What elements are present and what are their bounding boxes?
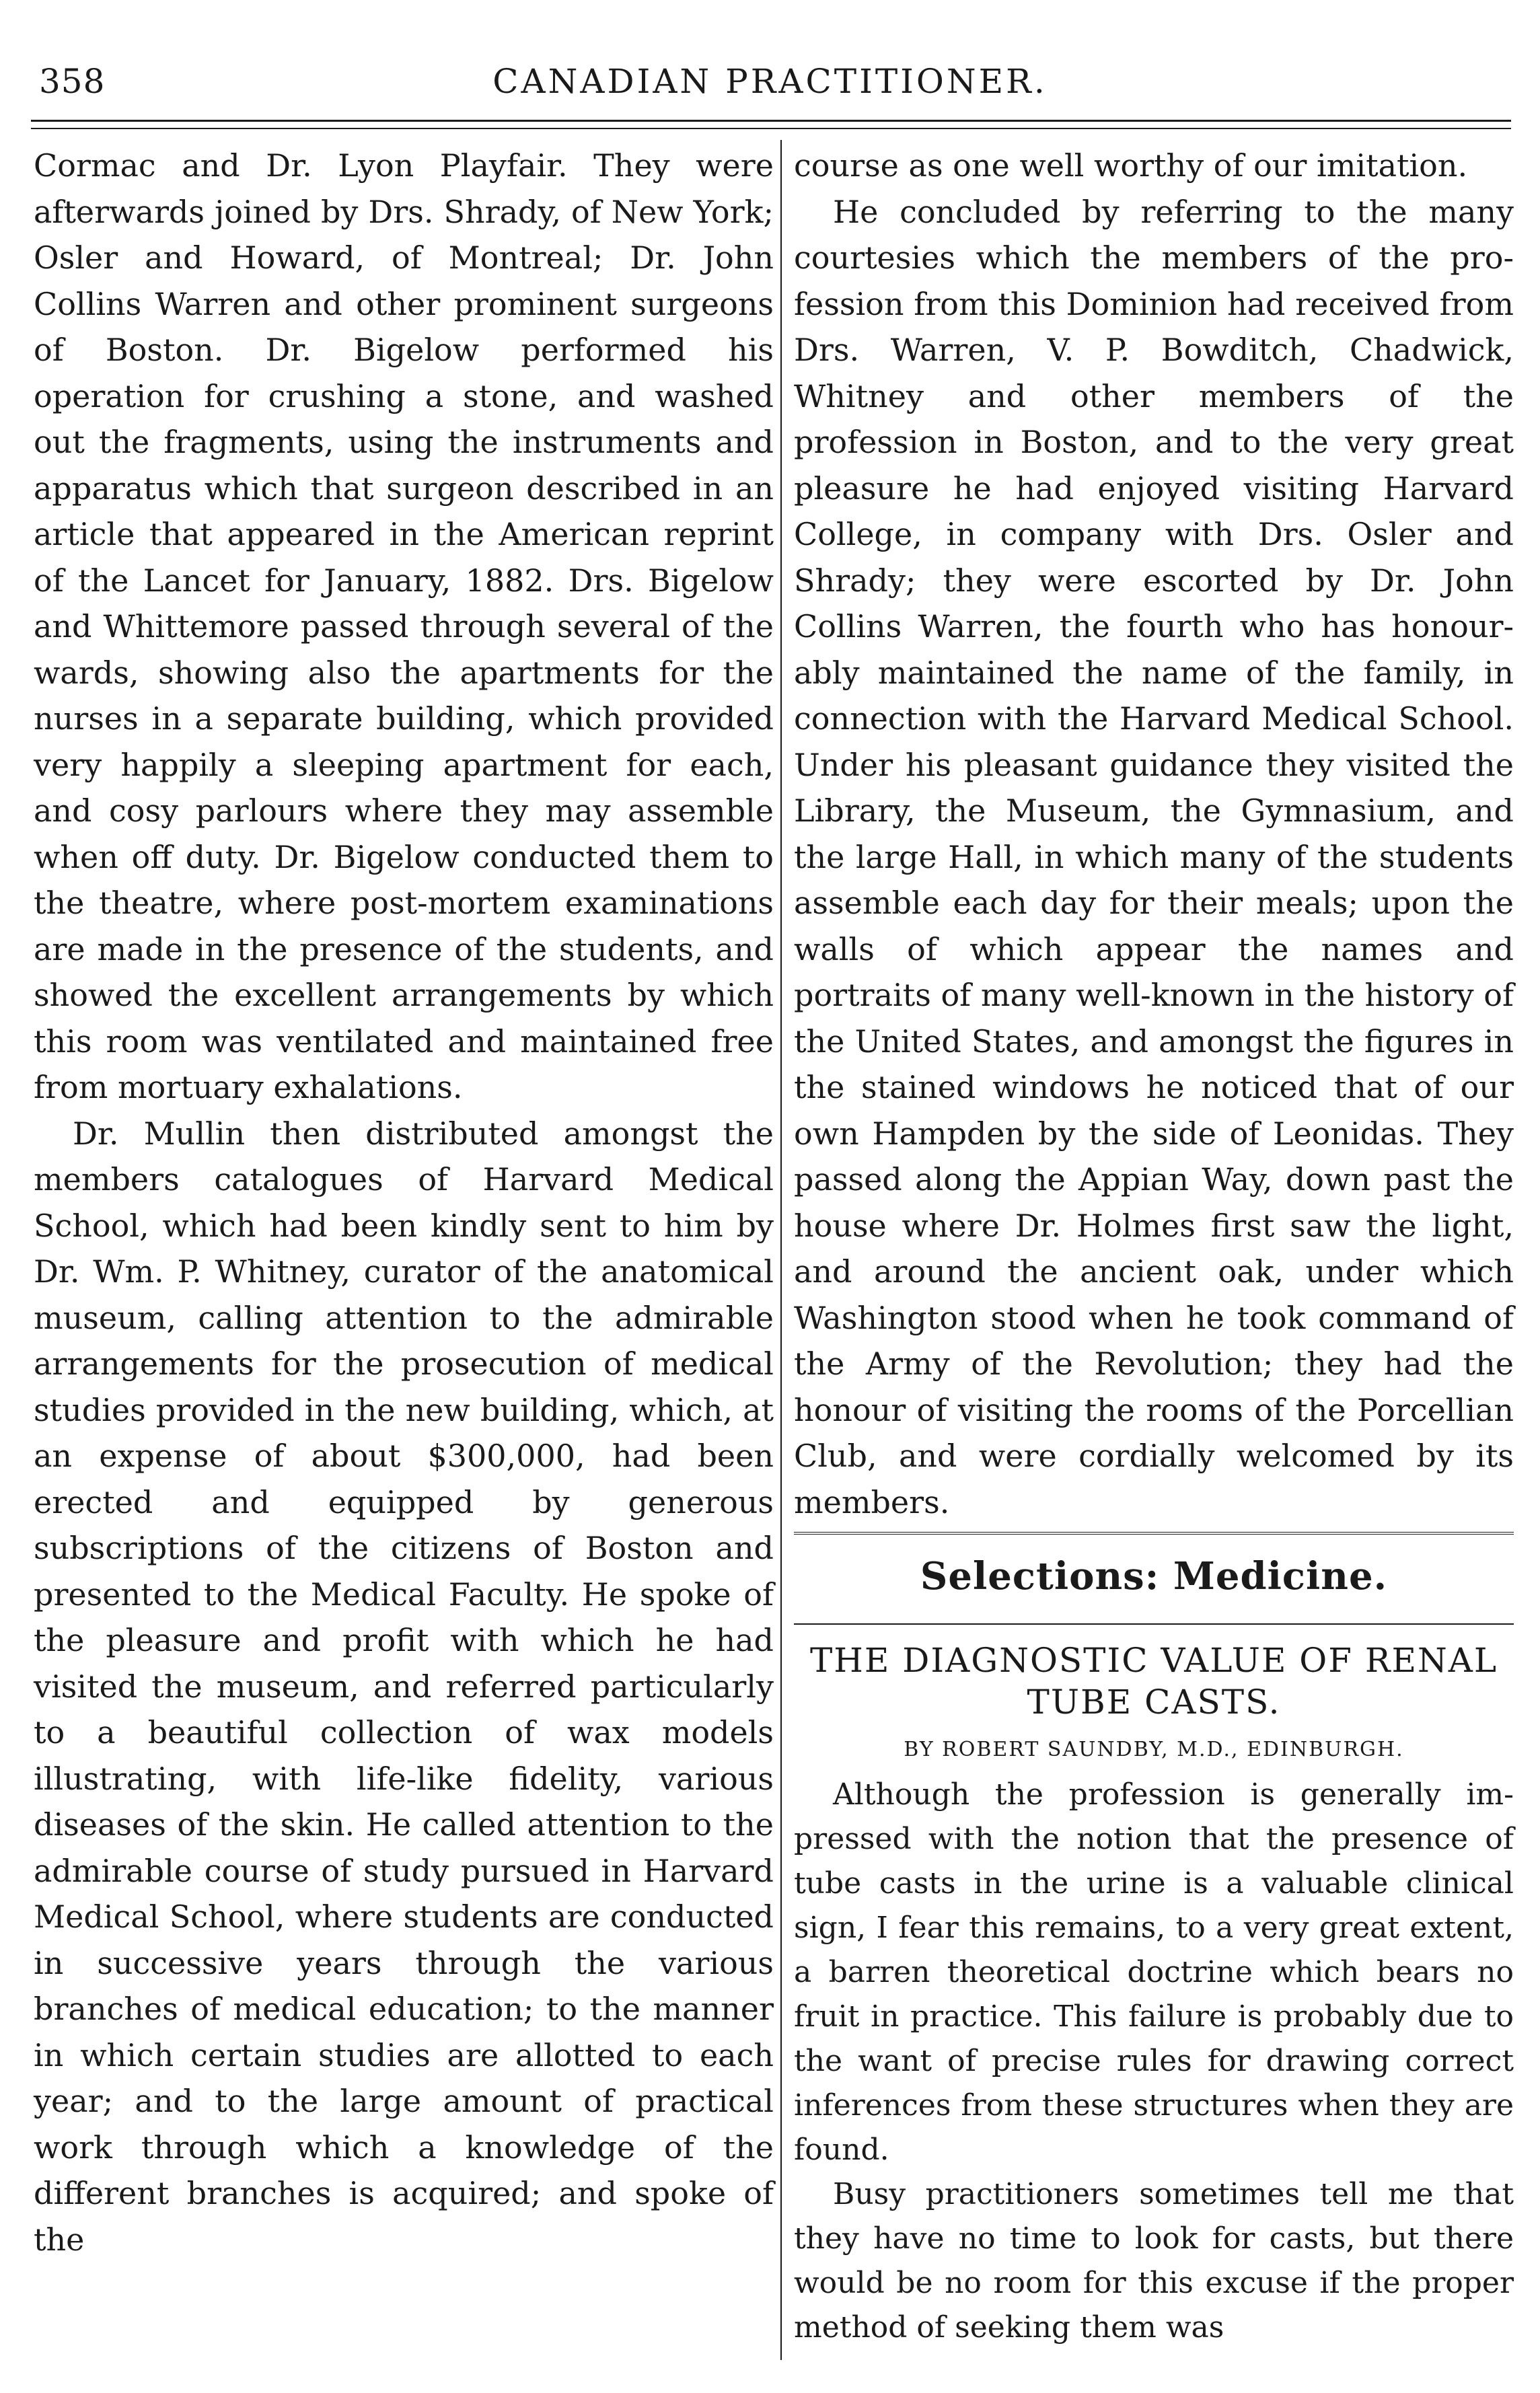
running-head: CANADIAN PRACTITIONER. [492,62,1048,101]
left-column [34,143,774,2262]
section-rule [794,1532,1514,1537]
header-rule-thin [31,128,1511,129]
header-rule [31,120,1511,122]
section-title: Selections: Medicine. [920,1554,1388,1598]
paragraph: Although the profession is generally impressed with the notion that the presence of tube casts in the urine is a valuable clinical sign, I fear this remains, to a very great extent, a barren theoretical doctrine which bears no fruit in practice. This failure is probably due to the want of precise rules for drawing correct inferences from these structures when they are found. [794,1777,1514,2167]
column-divider [780,140,782,2360]
paragraph: course as one well worthy of our imitation. [794,147,1468,184]
right-column [794,143,1514,2350]
article-byline: BY ROBERT SAUNDBY, M.D., EDINBURGH. [904,1738,1404,1761]
article-title [794,1640,1514,1723]
article-title-line: THE DIAGNOSTIC VALUE OF RENAL [809,1641,1498,1680]
paragraph: Dr. Mullin then distributed amongst the members catalogues of Harvard Medical School, which had been kindly sent to him by Dr. Wm. P. Whitney, curator of the anatomical museum, calling attention to the admirable arrangements for the prosecution of medical studies provided in the new building, which, at an expense of about $300,000, had been erected and equipped by generous subscriptions of the citizens of Boston and presented to the Medical Faculty. He spoke of the pleasure and profit with which he had visited the museum, and referred particularly to a beautiful collection of wax models illustrating, with life-like fidelity, various diseases of the skin. He called attention to the admirable course of study pursued in Harvard Medical School, where students are conducted in successive years through the various branches of medical education; to the manner in which certain studies are allotted to each year; and to the large amount of practical work through which a knowledge of the different branches is acquired; and spoke of the [34,1115,774,2258]
page-number: 358 [39,62,106,101]
paragraph: He concluded by referring to the many courtesies which the members of the profession from this Dominion had received from Drs. Warren, V. P. Bowditch, Chadwick, Whitney and other members of the profession in Boston, and to the very great pleasure he had enjoyed visiting Harvard College, in company with Drs. Osler and Shrady; they were escorted by Dr. John Collins Warren, the fourth who has honourably maintained the name of the family, in connection with the Harvard Medical School. Under his pleasant guidance they visited the Library, the Museum, the Gymnasium, and the large Hall, in which many of the students assemble each day for their meals; upon the walls of which appear the names and portraits of many well-known in the history of the United States, and amongst the figures in the stained windows he noticed that of our own Hampden by the side of Leonidas. They passed along the Appian Way, down past the house where Dr. Holmes first saw the light, and around the ancient oak, under which Washington stood when he took command of the Army of the Revolution; they had the honour of visiting the rooms of the Porcellian Club, and were cordially welcomed by its members. [794,193,1514,1520]
paragraph: Cormac and Dr. Lyon Playfair. They were afterwards joined by Drs. Shrady, of New York; Osler and Howard, of Montreal; Dr. John Collins Warren and other prominent surgeons of Boston. Dr. Bigelow performed his operation for crushing a stone, and washed out the fragments, using the instruments and apparatus which that surgeon described in an article that appeared in the American reprint of the Lancet for January, 1882. Drs. Bigelow and Whittemore passed through several of the wards, showing also the apartments for the nurses in a separate building, which provided very happily a sleeping apartment for each, and cosy parlours where they may assemble when off duty. Dr. Bigelow conducted them to the theatre, where post-mortem examinations are made in the presence of the students, and showed the excellent arrangements by which this room was ventilated and maintained free from mortuary exhalations. [34,147,774,1105]
paragraph: Busy practitioners sometimes tell me that they have no time to look for casts, but there would be no room for this excuse if the proper method of seeking them was [794,2177,1514,2345]
article-body [794,1773,1514,2350]
section-rule-thin [794,1623,1514,1625]
article-title-line: TUBE CASTS. [1027,1683,1281,1722]
